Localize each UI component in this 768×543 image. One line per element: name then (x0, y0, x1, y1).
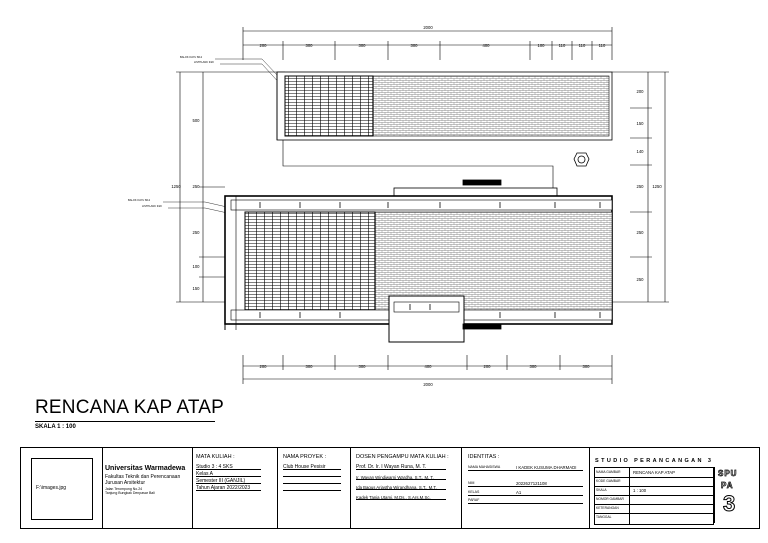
studio-number: 3 (723, 491, 736, 516)
logo-cell (21, 448, 103, 528)
lecturer-header: DOSEN PENGAMPU MATA KULIAH : (356, 454, 449, 460)
course-header: MATA KULIAH : (196, 454, 235, 460)
course-line: Kelas A (196, 471, 213, 477)
student-name: I KADEK KUSUMA DHARMADI (516, 465, 577, 470)
bottom-dimension-lines (243, 355, 612, 384)
studio-code-box (714, 467, 758, 523)
title-underline (35, 421, 215, 422)
top-dimension-lines (243, 27, 612, 60)
leader-label: LISTPLANK 3/20 (194, 61, 214, 64)
top-dim: 300 (305, 43, 313, 48)
department: Jurusan Arsitektur (105, 480, 146, 486)
right-dim: 200 (636, 89, 644, 94)
leader-lines (163, 59, 282, 214)
kelas-label: KELAS (468, 490, 480, 494)
top-dim: 300 (410, 43, 418, 48)
right-dim: 150 (636, 121, 644, 126)
project-name: Club House Pesisir (283, 464, 326, 470)
scale-label: SKALA (596, 488, 607, 492)
university-cell (103, 448, 193, 528)
left-dim: 500 (192, 118, 200, 123)
top-dim: 100 (537, 43, 545, 48)
studio-code-2: PA (721, 481, 734, 490)
address-line: Jalan Terompong No.24 (105, 487, 143, 491)
lecturer-name: Kadek Tania Utami, M.Ds., S.Ars.M.Sc. (356, 495, 431, 500)
right-dim: 1250 (652, 184, 662, 189)
drawing-title: RENCANA KAP ATAP (35, 397, 225, 418)
logo-placeholder (31, 458, 93, 520)
studio-header: STUDIO PERANCANGAN 3 (595, 458, 714, 464)
top-dim-total: 2000 (423, 25, 433, 30)
identity-header: IDENTITAS : (468, 454, 500, 460)
university-name: Universitas Warmadewa (105, 465, 186, 472)
leader-label: LISTPLANK 3/20 (142, 205, 162, 208)
bottom-dim: 400 (424, 364, 432, 369)
upper-roof (277, 72, 612, 190)
leader-label: BALOK KAYU 8/12 (180, 56, 203, 59)
project-cell (278, 448, 351, 528)
bottom-dim: 300 (529, 364, 537, 369)
paraf-label: PARAF (468, 498, 480, 502)
top-dim: 400 (482, 43, 490, 48)
left-dim: 1250 (171, 184, 181, 189)
drawing-scale: SKALA 1 : 100 (35, 424, 76, 430)
bottom-dim-total: 2000 (423, 382, 433, 387)
leader-label: BALOK KAYU 8/12 (128, 199, 151, 202)
sheet-label: NAMA GAMBAR (596, 470, 621, 474)
left-dim: 100 (192, 264, 200, 269)
lower-roof (225, 180, 612, 342)
top-dim: 200 (259, 43, 267, 48)
course-line: Semester III (GANJIL) (196, 478, 246, 484)
date-label: TANGGAL (596, 515, 612, 519)
lecturer-cell (351, 448, 462, 528)
note-label: KETERANGAN (596, 506, 619, 510)
scale-value: 1 : 100 (633, 488, 647, 493)
lecturer-name: Ida Bagus Ariastha Wirandhana, S.T., M.T. (356, 485, 437, 490)
water-tank-symbol (574, 153, 589, 166)
bottom-dim: 300 (305, 364, 313, 369)
right-dim: 140 (636, 149, 644, 154)
left-dim: 250 (192, 230, 200, 235)
top-dim: 300 (358, 43, 366, 48)
right-dim: 250 (636, 277, 644, 282)
title-block (20, 447, 760, 529)
bottom-dim: 200 (483, 364, 491, 369)
sheet-value: RENCANA KAP ATAP (633, 470, 676, 475)
nim-value: 2022627121108 (516, 481, 547, 486)
bottom-dim: 300 (582, 364, 590, 369)
right-dim: 250 (636, 230, 644, 235)
code-label: KODE GAMBAR (596, 479, 621, 483)
logo-placeholder-text: F:\images.jpg (36, 485, 67, 491)
studio-cell (590, 448, 761, 528)
top-dim: 110 (598, 43, 606, 48)
top-dim: 110 (578, 43, 586, 48)
right-dim: 250 (636, 184, 644, 189)
kelas-value: A1 (516, 490, 522, 495)
sheet-no-label: NOMOR GAMBAR (596, 497, 624, 501)
studio-code: SPU (718, 469, 738, 478)
student-label: NAMA MAHASISWA (468, 465, 501, 469)
project-header: NAMA PROYEK : (283, 454, 327, 460)
nim-label: NIM (468, 481, 475, 485)
sheet-info-table (594, 467, 714, 525)
left-dim: 250 (192, 184, 200, 189)
identity-cell (462, 448, 590, 528)
course-line: Tahun Ajaran 2022/2023 (196, 485, 251, 491)
lecturer-name: Ir. Wayan Windiwarni Wardha, S.T., M. T. (356, 475, 434, 480)
lecturer-name: Prof. Dr. Ir. I Wayan Runa, M. T. (356, 464, 427, 470)
top-dim: 110 (558, 43, 566, 48)
faculty: Fakultas Teknik dan Perencanaan (105, 474, 181, 480)
bottom-dim: 200 (259, 364, 267, 369)
course-line: Studio 3 : 4 SKS (196, 464, 233, 470)
course-cell (193, 448, 278, 528)
address-line: Tanjung Bungkak Denpasar Bali (105, 491, 155, 495)
bottom-dim: 300 (358, 364, 366, 369)
left-dim: 150 (192, 286, 200, 291)
